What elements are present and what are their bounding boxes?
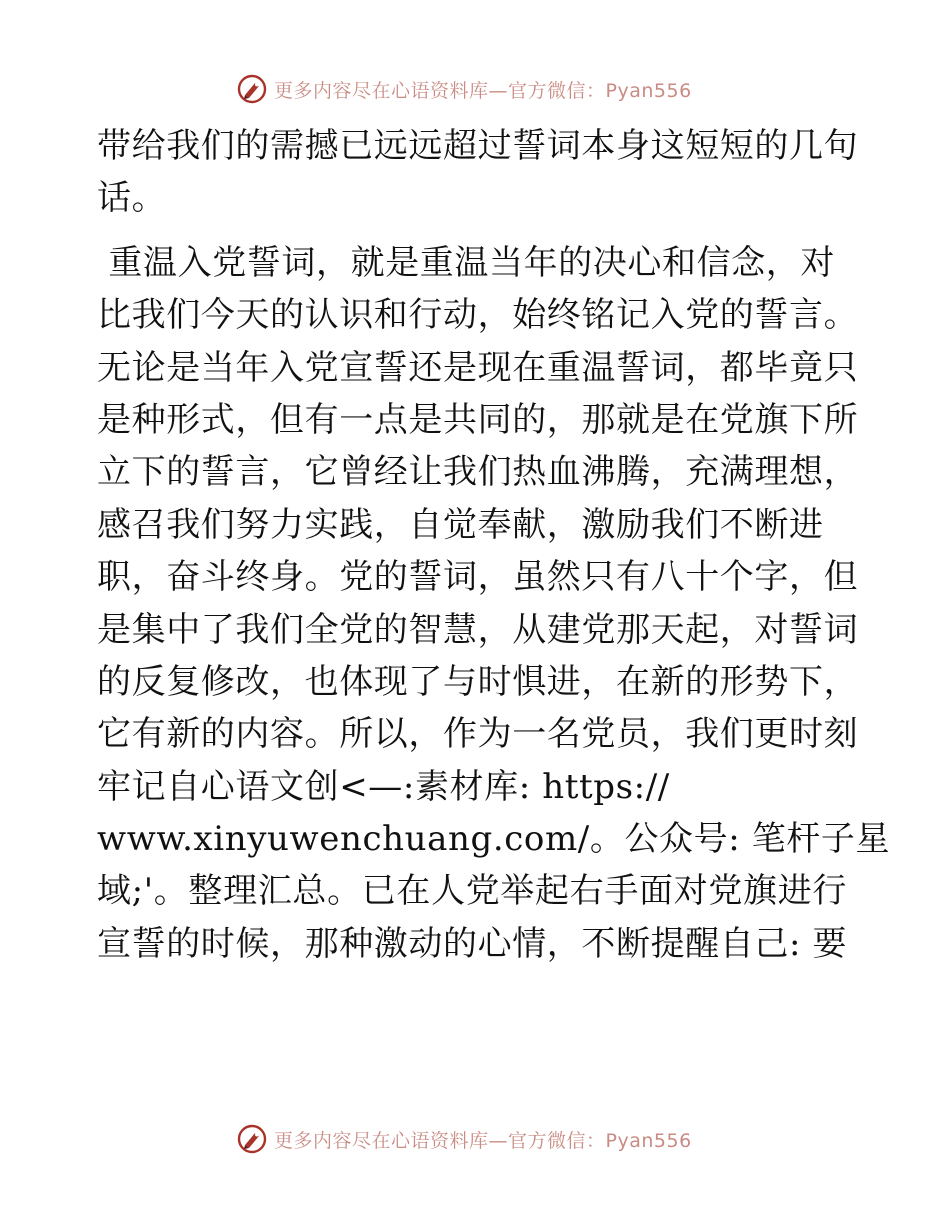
text-line: 话。 [97,178,167,219]
text-line: 职，奋斗终身。党的誓词，虽然只有八十个字，但 [97,557,859,598]
text-line: 是集中了我们全党的智慧，从建党那天起，对誓词 [97,609,859,650]
paragraph-2 [97,237,891,970]
document-body [97,120,891,970]
text-line: 是种形式，但有一点是共同的，那就是在党旗下所 [97,399,859,440]
text-line: 牢记自心语文创<—:素材库: https:// [97,766,670,807]
text-line: 它有新的内容。所以，作为一名党员，我们更时刻 [97,714,859,755]
text-line: 比我们今天的认识和行动，始终铭记入党的誓言。 [97,295,859,336]
pen-logo-icon [236,73,268,105]
text-line: 无论是当年入党宣誓还是现在重温誓词，都毕竟只 [97,347,859,388]
header-banner-text: 更多内容尽在心语资料库—官方微信：Pyan556 [274,79,692,102]
footer-banner-text: 更多内容尽在心语资料库—官方微信：Pyan556 [274,1129,692,1152]
text-line: 宣誓的时候，那种激动的心情，不断提醒自己: 要 [97,923,848,964]
text-line: 重温入党誓词，就是重温当年的决心和信念，对 [97,242,836,283]
footer-banner [236,1122,716,1156]
text-line: 感召我们努力实践，自觉奉献，激励我们不断进 [97,504,824,545]
header-banner [236,72,716,106]
text-line: 立下的誓言，它曾经让我们热血沸腾，充满理想， [97,452,859,493]
text-line: 的反复修改，也体现了与时惧进，在新的形势下， [97,661,859,702]
text-line: 域;'。整理汇总。已在人党举起右手面对党旗进行 [97,871,847,912]
text-line: 带给我们的需撼已远远超过誓词本身这短短的几句 [97,126,859,166]
text-line: www.xinyuwenchuang.com/。公众号: 笔杆子星 [97,819,891,860]
paragraph-1 [97,120,859,225]
pen-logo-icon [236,1123,268,1155]
